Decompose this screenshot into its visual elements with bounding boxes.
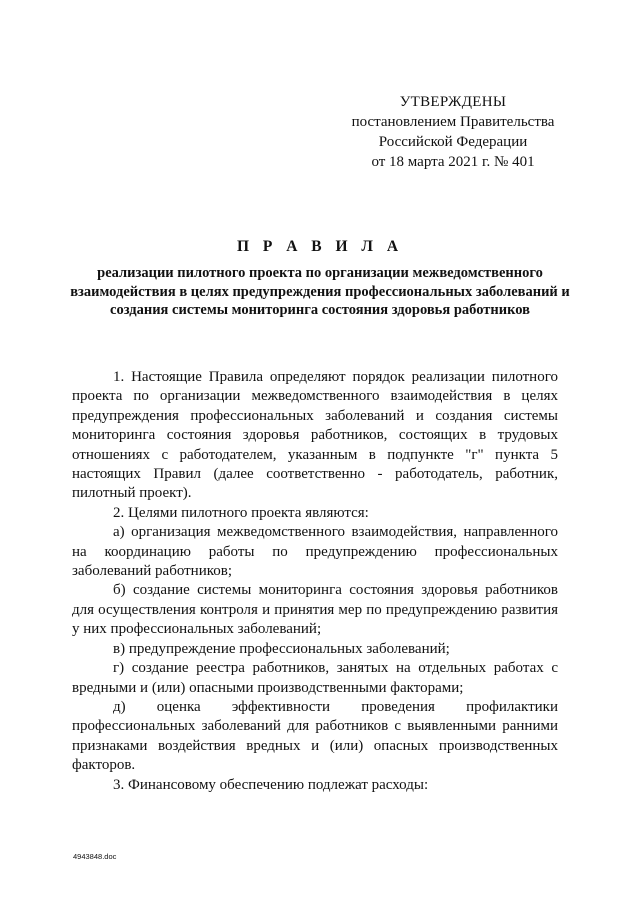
paragraph-2g: г) создание реестра работников, занятых на отдельных работах с вредными и (или) опасными производственными факторами; [72, 660, 558, 696]
approval-block [338, 92, 568, 172]
document-title: П Р А В И Л А [236, 238, 404, 255]
approval-line-date: от 18 марта 2021 г. № 401 [371, 154, 535, 170]
paragraph-2v: в) предупреждение профессиональных заболеваний; [113, 640, 450, 657]
paragraph-2: 2. Целями пилотного проекта являются: [113, 504, 369, 521]
paragraph-2d: д) оценка эффективности проведения профилактики профессиональных заболеваний для работников с выявленными ранними признаками воздействия вредных и (или) опасных производственных факторов. [72, 698, 558, 774]
paragraph-1: 1. Настоящие Правила определяют порядок реализации пилотного проекта по организации межведомственного взаимодействия в целях предупреждения профессиональных заболеваний и создания системы мониторинга состояния здоровья работников, состоящих в трудовых отношениях с работодателем, указанным в подпункте "г" пункта 5 настоящих Правил (далее соответственно - работодатель, работник, пилотный проект). [72, 369, 558, 502]
footer-file-code: 4943848.doc [73, 852, 117, 861]
approval-line-resolution: постановлением Правительства [351, 114, 555, 130]
approval-title: УТВЕРЖДЕНЫ [399, 94, 507, 110]
document-subtitle: реализации пилотного проекта по организации межведомственного взаимодействия в целях предупреждения профессиональных заболеваний и создания системы мониторинга состояния здоровья работников [70, 265, 570, 318]
document-body [72, 368, 558, 795]
paragraph-2b: б) создание системы мониторинга состояния здоровья работников для осуществления контроля и принятия мер по предупреждению развития у них профессиональных заболеваний; [72, 582, 558, 638]
paragraph-2a: а) организация межведомственного взаимодействия, направленного на координацию работы по предупреждению профессиональных заболеваний работников; [72, 524, 558, 580]
paragraph-3: 3. Финансовому обеспечению подлежат расходы: [113, 776, 429, 793]
approval-line-federation: Российской Федерации [378, 134, 528, 150]
